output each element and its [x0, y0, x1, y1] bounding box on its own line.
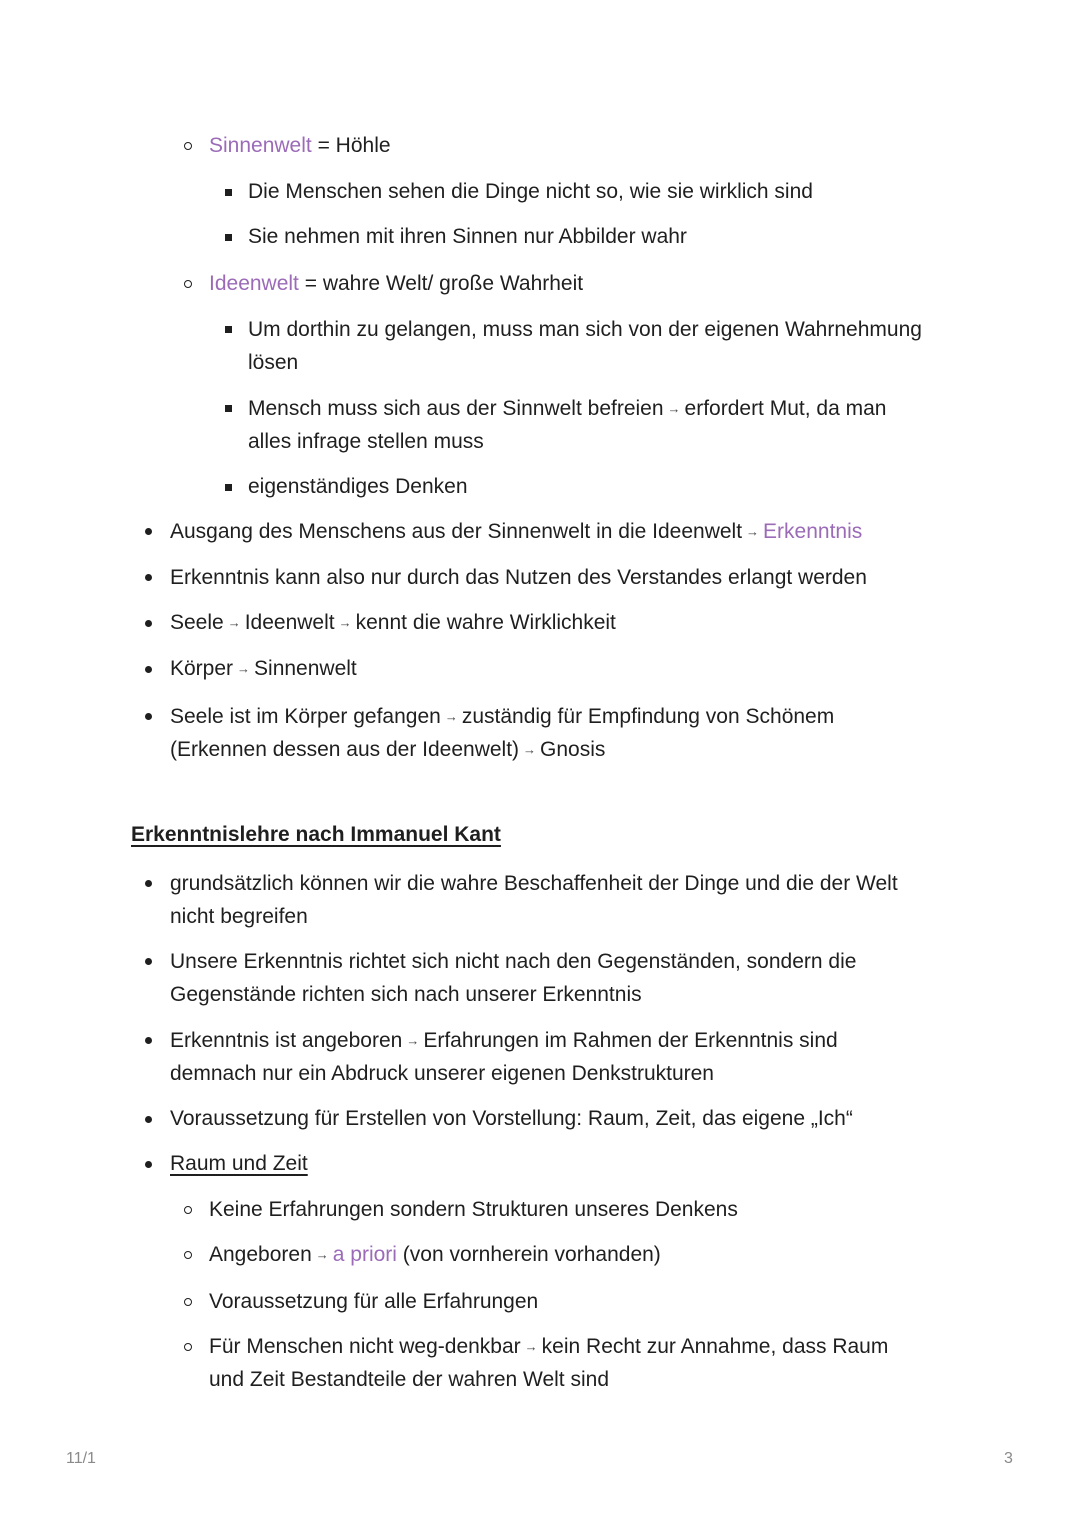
arrow-icon: → — [667, 401, 681, 416]
section-heading: Erkenntnislehre nach Immanuel Kant — [131, 823, 501, 846]
bullet-icon — [145, 880, 152, 887]
term-sinnenwelt: Sinnenwelt — [209, 134, 312, 157]
bullet-icon — [145, 574, 152, 581]
list-item: Ausgang des Menschens aus der Sinnenwelt in die Ideenwelt → Erkenntnis — [170, 520, 863, 543]
arrow-icon: → — [227, 615, 241, 630]
bullet-icon — [145, 958, 152, 965]
bullet-icon — [145, 1037, 152, 1044]
circle-bullet-icon — [184, 280, 192, 288]
arrow-icon: → — [237, 661, 251, 676]
arrow-icon: → — [338, 615, 352, 630]
list-item: eigenständiges Denken — [248, 475, 468, 498]
list-item: Voraussetzung für alle Erfahrungen — [209, 1290, 539, 1313]
circle-bullet-icon — [184, 1251, 192, 1259]
arrow-icon: → — [444, 709, 458, 724]
list-item: Angeboren → a priori (von vornherein vorhanden) — [209, 1243, 661, 1266]
list-item: Mensch muss sich aus der Sinnwelt befreien → erfordert Mut, da man alles infrage stellen muss — [248, 397, 887, 453]
bullet-icon — [145, 528, 152, 535]
square-bullet-icon — [225, 405, 232, 412]
arrow-icon: → — [315, 1247, 329, 1262]
bullet-icon — [145, 1116, 152, 1123]
circle-bullet-icon — [184, 1298, 192, 1306]
square-bullet-icon — [225, 189, 232, 196]
square-bullet-icon — [225, 234, 232, 241]
bullet-icon — [145, 620, 152, 627]
arrow-icon: → — [406, 1033, 420, 1048]
ideenwelt-line: Ideenwelt = wahre Welt/ große Wahrheit — [209, 272, 584, 295]
square-bullet-icon — [225, 484, 232, 491]
list-item: Erkenntnis ist angeboren → Erfahrungen im Rahmen der Erkenntnis sind demnach nur ein Abdruck unserer eigenen Denkstrukturen — [170, 1029, 838, 1085]
list-item: Um dorthin zu gelangen, muss man sich von der eigenen Wahrnehmung lösen — [248, 318, 922, 374]
list-item: Sie nehmen mit ihren Sinnen nur Abbilder wahr — [248, 225, 687, 248]
arrow-icon: → — [746, 524, 760, 539]
page-number: 3 — [1004, 1450, 1013, 1467]
term-erkenntnis: Erkenntnis — [763, 520, 863, 543]
bullet-icon — [145, 713, 152, 720]
list-item: Unsere Erkenntnis richtet sich nicht nach den Gegenständen, sondern die Gegenstände richten sich nach unserer Erkenntnis — [170, 950, 857, 1006]
list-item: Erkenntnis kann also nur durch das Nutzen des Verstandes erlangt werden — [170, 566, 867, 589]
circle-bullet-icon — [184, 142, 192, 150]
term-ideenwelt: Ideenwelt — [209, 272, 299, 295]
subheading-raum-und-zeit: Raum und Zeit — [170, 1152, 308, 1175]
circle-bullet-icon — [184, 1343, 192, 1351]
footer-left: 11/1 — [66, 1450, 96, 1467]
list-item: grundsätzlich können wir die wahre Beschaffenheit der Dinge und die der Welt nicht begreifen — [170, 872, 898, 928]
list-item: Voraussetzung für Erstellen von Vorstellung: Raum, Zeit, das eigene „Ich“ — [170, 1107, 853, 1130]
list-item: Seele → Ideenwelt → kennt die wahre Wirklichkeit — [170, 611, 616, 634]
arrow-icon: → — [524, 1339, 538, 1354]
bullet-icon — [145, 666, 152, 673]
list-item: Die Menschen sehen die Dinge nicht so, wie sie wirklich sind — [248, 180, 813, 203]
square-bullet-icon — [225, 326, 232, 333]
list-item: Keine Erfahrungen sondern Strukturen unseres Denkens — [209, 1198, 738, 1221]
term-a-priori: a priori — [332, 1243, 397, 1266]
bullet-icon — [145, 1161, 152, 1168]
sinnenwelt-line: Sinnenwelt = Höhle — [209, 134, 391, 157]
arrow-icon: → — [523, 742, 537, 757]
circle-bullet-icon — [184, 1206, 192, 1214]
list-item: Seele ist im Körper gefangen → zuständig für Empfindung von Schönem (Erkennen dessen aus der Ideenwelt) → Gnosis — [170, 705, 835, 761]
list-item: Für Menschen nicht weg-denkbar → kein Recht zur Annahme, dass Raum und Zeit Bestandteile der wahren Welt sind — [209, 1335, 889, 1391]
list-item: Körper → Sinnenwelt — [170, 657, 357, 680]
